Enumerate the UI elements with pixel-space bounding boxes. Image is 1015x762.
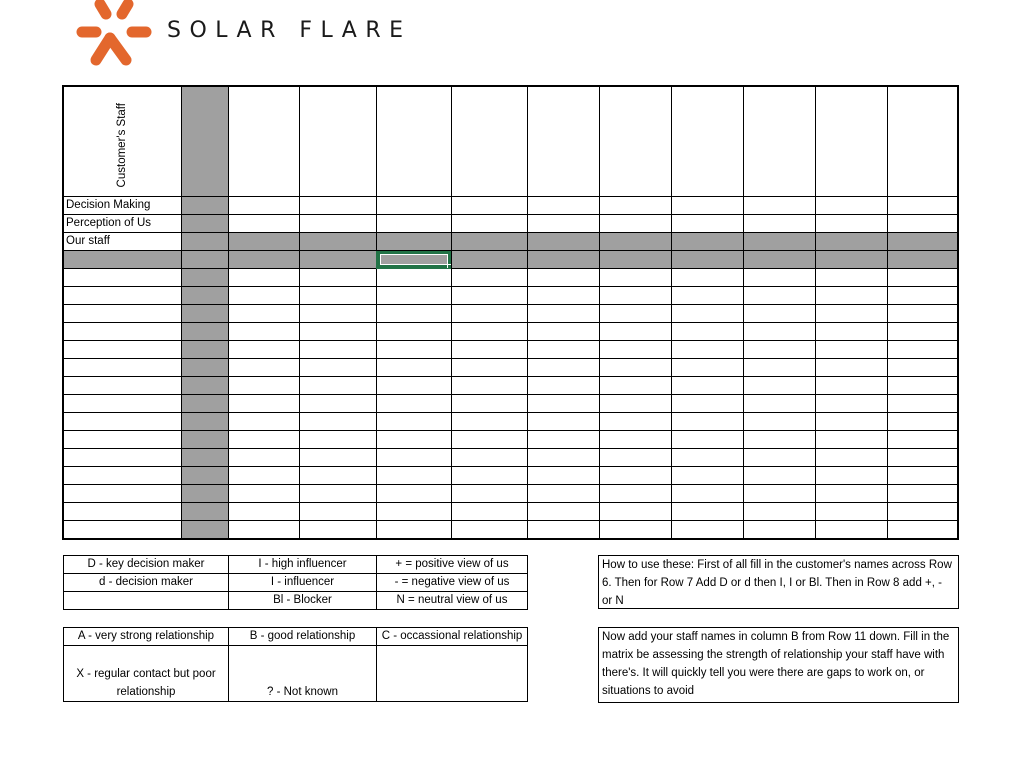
matrix-cell[interactable] [299, 215, 376, 233]
relationship-cell[interactable] [299, 305, 376, 323]
relationship-cell[interactable] [527, 521, 599, 540]
staff-name-cell[interactable] [63, 449, 181, 467]
relationship-cell[interactable] [815, 449, 887, 467]
legend-decision-maker: d - decision maker [64, 574, 229, 592]
relationship-cell[interactable] [887, 449, 958, 467]
grey-cell[interactable] [887, 251, 958, 269]
matrix-cell[interactable] [599, 197, 671, 215]
relationship-cell[interactable] [228, 431, 299, 449]
relationship-cell[interactable] [743, 413, 815, 431]
relationship-cell[interactable] [671, 287, 743, 305]
customer-name-cell[interactable] [671, 86, 743, 197]
relationship-cell[interactable] [451, 521, 527, 540]
relationship-cell[interactable] [671, 323, 743, 341]
relationship-cell[interactable] [887, 341, 958, 359]
relationship-cell[interactable] [299, 377, 376, 395]
relationship-cell[interactable] [599, 341, 671, 359]
relationship-cell[interactable] [671, 395, 743, 413]
staff-name-cell[interactable] [63, 467, 181, 485]
matrix-cell[interactable] [599, 215, 671, 233]
grey-cell[interactable] [181, 521, 228, 540]
matrix-cell[interactable] [743, 233, 815, 251]
relationship-cell[interactable] [815, 413, 887, 431]
staff-name-cell[interactable] [63, 485, 181, 503]
relationship-cell[interactable] [228, 449, 299, 467]
staff-row [63, 413, 958, 431]
relationship-cell[interactable] [527, 467, 599, 485]
relationship-cell[interactable] [887, 287, 958, 305]
relationship-cell[interactable] [451, 431, 527, 449]
customers-staff-label: Customer's Staff [116, 102, 129, 187]
relationship-cell[interactable] [599, 305, 671, 323]
relationship-cell[interactable] [228, 377, 299, 395]
relationship-cell[interactable] [815, 359, 887, 377]
legend-neutral-view: N = neutral view of us [377, 592, 528, 610]
matrix-cell[interactable] [671, 197, 743, 215]
grey-cell[interactable] [181, 395, 228, 413]
grey-cell[interactable] [181, 197, 228, 215]
grey-cell[interactable] [181, 269, 228, 287]
staff-row [63, 359, 958, 377]
relationship-cell[interactable] [527, 413, 599, 431]
grey-cell[interactable] [181, 485, 228, 503]
legend-empty [64, 592, 229, 610]
relationship-cell[interactable] [599, 521, 671, 540]
relationship-cell[interactable] [599, 287, 671, 305]
relationship-cell[interactable] [228, 341, 299, 359]
grey-cell[interactable] [671, 251, 743, 269]
row-decision-making [63, 197, 958, 215]
relationship-cell[interactable] [671, 359, 743, 377]
staff-name-cell[interactable] [63, 269, 181, 287]
legend-key-decision-maker: D - key decision maker [64, 556, 229, 574]
relationship-cell[interactable] [527, 287, 599, 305]
legend-good: B - good relationship [229, 628, 377, 646]
matrix-cell[interactable] [527, 233, 599, 251]
grey-cell[interactable] [181, 233, 228, 251]
relationship-cell[interactable] [451, 377, 527, 395]
legend-negative-view: - = negative view of us [377, 574, 528, 592]
grey-cell[interactable] [743, 251, 815, 269]
legend-positive-view: + = positive view of us [377, 556, 528, 574]
customer-name-cell[interactable] [451, 86, 527, 197]
grey-cell[interactable] [181, 215, 228, 233]
relationship-cell[interactable] [743, 449, 815, 467]
legend-empty-2 [377, 646, 528, 702]
grey-cell[interactable] [181, 503, 228, 521]
relationship-cell[interactable] [887, 269, 958, 287]
relationship-cell[interactable] [451, 341, 527, 359]
relationship-cell[interactable] [527, 431, 599, 449]
matrix-cell[interactable] [815, 233, 887, 251]
relationship-cell[interactable] [451, 287, 527, 305]
grey-cell[interactable] [181, 287, 228, 305]
staff-name-cell[interactable] [63, 305, 181, 323]
relationship-cell[interactable] [527, 305, 599, 323]
relationship-cell[interactable] [451, 503, 527, 521]
staff-row [63, 431, 958, 449]
staff-name-cell[interactable] [63, 431, 181, 449]
grey-cell[interactable] [181, 86, 228, 197]
relationship-cell[interactable] [599, 467, 671, 485]
grey-cell[interactable] [527, 251, 599, 269]
matrix-cell[interactable] [527, 197, 599, 215]
customer-name-cell[interactable] [599, 86, 671, 197]
row-label: Our staff [63, 233, 181, 251]
relationship-cell[interactable] [815, 377, 887, 395]
staff-row [63, 485, 958, 503]
relationship-cell[interactable] [451, 359, 527, 377]
relationship-cell[interactable] [599, 485, 671, 503]
relationship-cell[interactable] [299, 323, 376, 341]
relationship-cell[interactable] [451, 395, 527, 413]
relationship-cell[interactable] [228, 521, 299, 540]
matrix-cell[interactable] [671, 215, 743, 233]
relationship-cell[interactable] [527, 323, 599, 341]
relationship-cell[interactable] [228, 287, 299, 305]
customer-name-cell[interactable] [815, 86, 887, 197]
relationship-cell[interactable] [376, 485, 451, 503]
relationship-cell[interactable] [599, 503, 671, 521]
relationship-cell[interactable] [376, 341, 451, 359]
customer-name-cell[interactable] [743, 86, 815, 197]
customer-name-cell[interactable] [376, 86, 451, 197]
selected-cell[interactable] [376, 251, 451, 269]
grey-cell[interactable] [181, 449, 228, 467]
relationship-cell[interactable] [743, 503, 815, 521]
relationship-cell[interactable] [599, 395, 671, 413]
grey-cell[interactable] [181, 323, 228, 341]
relationship-cell[interactable] [671, 377, 743, 395]
relationship-cell[interactable] [743, 485, 815, 503]
relationship-cell[interactable] [527, 503, 599, 521]
matrix-cell[interactable] [228, 215, 299, 233]
relationship-cell[interactable] [228, 503, 299, 521]
relationship-cell[interactable] [299, 449, 376, 467]
staff-row [63, 323, 958, 341]
staff-row [63, 521, 958, 540]
relationship-cell[interactable] [743, 431, 815, 449]
legend-blocker: Bl - Blocker [229, 592, 377, 610]
relationship-cell[interactable] [815, 395, 887, 413]
relationship-cell[interactable] [599, 269, 671, 287]
grey-cell[interactable] [181, 305, 228, 323]
staff-name-cell[interactable] [63, 359, 181, 377]
matrix-cell[interactable] [671, 233, 743, 251]
matrix-cell[interactable] [815, 215, 887, 233]
relationship-cell[interactable] [887, 485, 958, 503]
relationship-cell[interactable] [451, 449, 527, 467]
relationship-cell[interactable] [815, 269, 887, 287]
relationship-cell[interactable] [815, 503, 887, 521]
how-to-use-note: How to use these: First of all fill in the customer's names across Row 6. Then for Row 7 Add D or d then I, I or Bl. Then in Row 8 add +, - or N [598, 555, 959, 609]
relationship-cell[interactable] [451, 305, 527, 323]
relationship-cell[interactable] [451, 413, 527, 431]
grey-cell[interactable] [815, 251, 887, 269]
relationship-cell[interactable] [599, 449, 671, 467]
matrix-cell[interactable] [887, 215, 958, 233]
solar-flare-logo-icon [74, 0, 154, 68]
relationship-cell[interactable] [376, 395, 451, 413]
row-label: Decision Making [63, 197, 181, 215]
customer-name-cell[interactable] [228, 86, 299, 197]
grey-cell[interactable] [181, 251, 228, 269]
legend-poor: X - regular contact but poor relationship [64, 646, 229, 702]
relationship-cell[interactable] [228, 305, 299, 323]
relationship-cell[interactable] [376, 359, 451, 377]
relationship-cell[interactable] [743, 359, 815, 377]
relationship-cell[interactable] [376, 305, 451, 323]
relationship-cell[interactable] [671, 467, 743, 485]
staff-name-cell[interactable] [63, 341, 181, 359]
grey-cell[interactable] [299, 251, 376, 269]
relationship-cell[interactable] [743, 377, 815, 395]
relationship-cell[interactable] [815, 431, 887, 449]
grey-cell[interactable] [181, 359, 228, 377]
matrix-cell[interactable] [299, 197, 376, 215]
legend-influencer: I - influencer [229, 574, 377, 592]
grey-cell[interactable] [181, 341, 228, 359]
relationship-cell[interactable] [376, 521, 451, 540]
relationship-cell[interactable] [671, 521, 743, 540]
relationship-cell[interactable] [376, 467, 451, 485]
relationship-cell[interactable] [599, 359, 671, 377]
relationship-cell[interactable] [299, 341, 376, 359]
relationship-cell[interactable] [743, 269, 815, 287]
customer-name-cell[interactable] [527, 86, 599, 197]
relationship-cell[interactable] [228, 323, 299, 341]
matrix-cell[interactable] [743, 197, 815, 215]
matrix-cell[interactable] [299, 233, 376, 251]
staff-row [63, 467, 958, 485]
grey-cell[interactable] [181, 413, 228, 431]
grey-cell[interactable] [181, 431, 228, 449]
relationship-cell[interactable] [671, 413, 743, 431]
grey-cell[interactable] [181, 377, 228, 395]
grey-cell[interactable] [599, 251, 671, 269]
relationship-cell[interactable] [743, 305, 815, 323]
relationship-cell[interactable] [671, 485, 743, 503]
relationship-cell[interactable] [376, 503, 451, 521]
relationship-cell[interactable] [599, 413, 671, 431]
matrix-cell[interactable] [743, 215, 815, 233]
relationship-cell[interactable] [376, 413, 451, 431]
matrix-cell[interactable] [815, 197, 887, 215]
staff-instructions-note: Now add your staff names in column B from Row 11 down. Fill in the matrix be assessing the strength of relationship your staff have with there's. It will quickly tell you were there are gaps to work on, or situations to avoid [598, 627, 959, 703]
relationship-cell[interactable] [671, 431, 743, 449]
relationship-cell[interactable] [887, 395, 958, 413]
relationship-cell[interactable] [671, 503, 743, 521]
relationship-cell[interactable] [743, 323, 815, 341]
relationship-cell[interactable] [887, 467, 958, 485]
grey-cell[interactable] [63, 251, 181, 269]
row-label: Perception of Us [63, 215, 181, 233]
matrix-cell[interactable] [451, 233, 527, 251]
relationship-cell[interactable] [815, 485, 887, 503]
staff-row [63, 503, 958, 521]
brand-name: SOLAR FLARE [167, 18, 412, 43]
relationship-cell[interactable] [376, 323, 451, 341]
relationship-cell[interactable] [299, 521, 376, 540]
matrix-cell[interactable] [376, 233, 451, 251]
relationship-cell[interactable] [743, 341, 815, 359]
staff-row [63, 305, 958, 323]
grey-cell[interactable] [228, 251, 299, 269]
staff-name-cell[interactable] [63, 287, 181, 305]
relationship-cell[interactable] [527, 485, 599, 503]
header-row [63, 86, 958, 197]
staff-name-cell[interactable] [63, 521, 181, 540]
relationship-cell[interactable] [527, 341, 599, 359]
matrix-cell[interactable] [599, 233, 671, 251]
relationship-cell[interactable] [376, 449, 451, 467]
relationship-cell[interactable] [228, 485, 299, 503]
relationship-cell[interactable] [299, 485, 376, 503]
relationship-cell[interactable] [887, 377, 958, 395]
relationship-cell[interactable] [299, 431, 376, 449]
relationship-cell[interactable] [671, 449, 743, 467]
relationship-cell[interactable] [299, 413, 376, 431]
relationship-cell[interactable] [887, 305, 958, 323]
relationship-cell[interactable] [743, 521, 815, 540]
relationship-cell[interactable] [743, 395, 815, 413]
matrix-cell[interactable] [451, 197, 527, 215]
legend-not-known: ? - Not known [229, 646, 377, 702]
relationship-cell[interactable] [671, 341, 743, 359]
relationship-cell[interactable] [299, 287, 376, 305]
relationship-cell[interactable] [527, 395, 599, 413]
fill-handle[interactable] [447, 264, 452, 269]
relationship-cell[interactable] [599, 377, 671, 395]
relationship-cell[interactable] [815, 341, 887, 359]
customer-name-cell[interactable] [299, 86, 376, 197]
staff-row [63, 287, 958, 305]
relationship-cell[interactable] [815, 287, 887, 305]
staff-row [63, 341, 958, 359]
relationship-cell[interactable] [887, 413, 958, 431]
staff-name-cell[interactable] [63, 395, 181, 413]
separator-row [63, 251, 958, 269]
relationship-cell[interactable] [599, 323, 671, 341]
relationship-cell[interactable] [815, 305, 887, 323]
customer-name-cell[interactable] [887, 86, 958, 197]
relationship-cell[interactable] [671, 269, 743, 287]
relationship-cell[interactable] [527, 269, 599, 287]
relationship-cell[interactable] [228, 395, 299, 413]
relationship-cell[interactable] [299, 503, 376, 521]
matrix-cell[interactable] [228, 233, 299, 251]
staff-name-cell[interactable] [63, 413, 181, 431]
grey-cell[interactable] [181, 467, 228, 485]
relationship-cell[interactable] [376, 431, 451, 449]
relationship-cell[interactable] [376, 269, 451, 287]
relationship-cell[interactable] [815, 467, 887, 485]
staff-row [63, 449, 958, 467]
relationship-matrix [62, 85, 959, 540]
staff-row [63, 377, 958, 395]
matrix-cell[interactable] [887, 197, 958, 215]
relationship-cell[interactable] [451, 485, 527, 503]
relationship-cell[interactable] [815, 323, 887, 341]
staff-row [63, 269, 958, 287]
role-legend [63, 555, 528, 610]
matrix-cell[interactable] [228, 197, 299, 215]
relationship-cell[interactable] [228, 467, 299, 485]
relationship-cell[interactable] [228, 359, 299, 377]
relationship-cell[interactable] [299, 395, 376, 413]
relationship-cell[interactable] [451, 269, 527, 287]
customers-staff-header [63, 86, 181, 197]
relationship-cell[interactable] [599, 431, 671, 449]
matrix-cell[interactable] [451, 215, 527, 233]
staff-name-cell[interactable] [63, 323, 181, 341]
staff-row [63, 395, 958, 413]
relationship-cell[interactable] [887, 359, 958, 377]
relationship-cell[interactable] [527, 359, 599, 377]
matrix-cell[interactable] [376, 197, 451, 215]
relationship-cell[interactable] [299, 359, 376, 377]
relationship-cell[interactable] [743, 287, 815, 305]
relationship-cell[interactable] [299, 467, 376, 485]
relationship-legend [63, 627, 528, 702]
matrix-cell[interactable] [527, 215, 599, 233]
row-perception-of-us [63, 215, 958, 233]
relationship-cell[interactable] [887, 431, 958, 449]
row-our-staff [63, 233, 958, 251]
relationship-cell[interactable] [887, 521, 958, 540]
relationship-cell[interactable] [671, 305, 743, 323]
relationship-cell[interactable] [376, 377, 451, 395]
relationship-cell[interactable] [376, 287, 451, 305]
relationship-cell[interactable] [228, 413, 299, 431]
legend-occasional: C - occassional relationship [377, 628, 528, 646]
relationship-cell[interactable] [815, 521, 887, 540]
relationship-cell[interactable] [299, 269, 376, 287]
relationship-cell[interactable] [743, 467, 815, 485]
legend-high-influencer: I - high influencer [229, 556, 377, 574]
staff-name-cell[interactable] [63, 503, 181, 521]
matrix-cell[interactable] [376, 215, 451, 233]
relationship-cell[interactable] [451, 467, 527, 485]
staff-name-cell[interactable] [63, 377, 181, 395]
relationship-cell[interactable] [887, 323, 958, 341]
legend-very-strong: A - very strong relationship [64, 628, 229, 646]
relationship-cell[interactable] [887, 503, 958, 521]
grey-cell[interactable] [451, 251, 527, 269]
relationship-cell[interactable] [527, 377, 599, 395]
relationship-cell[interactable] [527, 449, 599, 467]
matrix-cell[interactable] [887, 233, 958, 251]
relationship-cell[interactable] [451, 323, 527, 341]
relationship-cell[interactable] [228, 269, 299, 287]
